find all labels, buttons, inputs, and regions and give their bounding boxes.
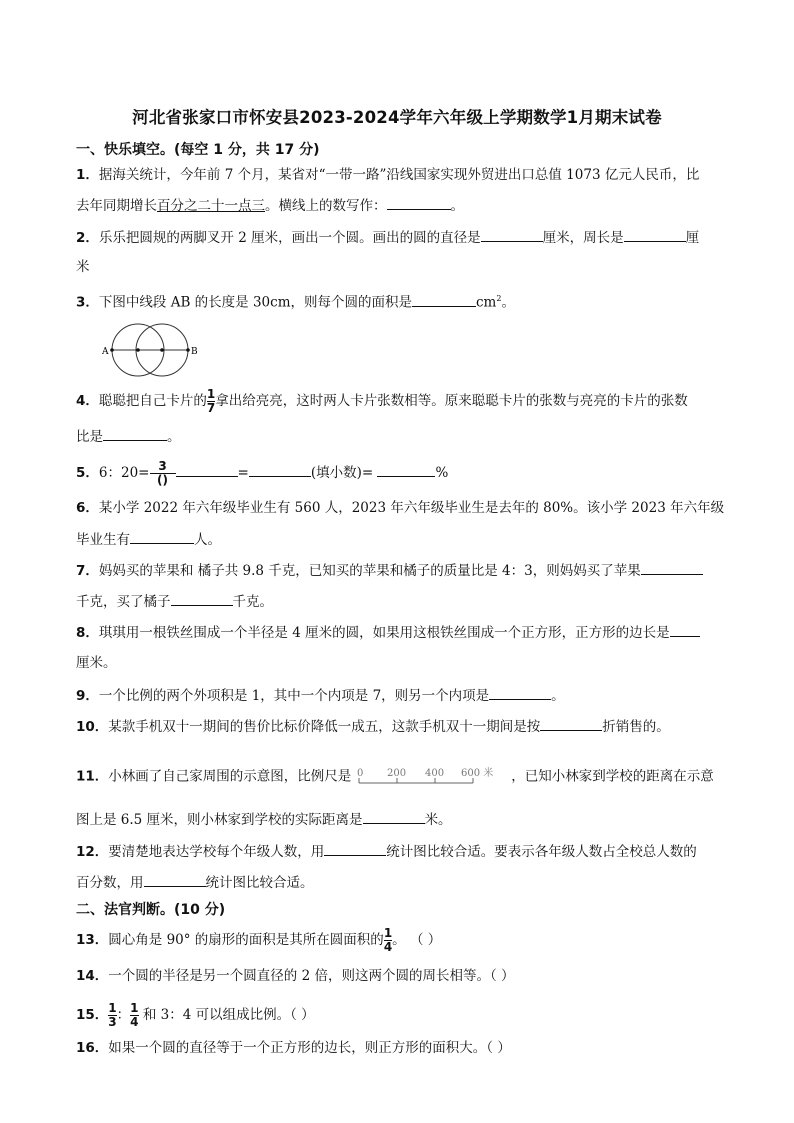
question-1-line-2 <box>76 195 464 216</box>
question-12-line-2 <box>76 872 314 893</box>
answer-blank[interactable] <box>249 462 311 477</box>
section-2-heading: 二、法官判断。(10 分) <box>76 902 226 918</box>
question-text: 统计图比较合适。 <box>205 875 314 891</box>
question-number: 3． <box>76 294 99 311</box>
question-text: 图上是 6.5 厘米，则小林家到学校的实际距离是 <box>76 812 363 828</box>
question-text: 据海关统计，今年前 7 个月，某省对“一带一路”沿线国家实现外贸进出口总值 1073 亿元人民币，比 <box>98 167 700 183</box>
answer-blank[interactable] <box>670 622 700 637</box>
question-number: 13． <box>76 932 109 948</box>
question-text: 去年同期增长 <box>76 198 157 214</box>
denominator: 3 <box>108 1015 117 1029</box>
two-circles-figure <box>100 322 210 378</box>
ratio-colon: ： <box>116 1007 131 1023</box>
question-11-line-1 <box>76 764 714 790</box>
question-15 <box>76 1002 315 1029</box>
question-16 <box>76 1038 511 1058</box>
question-1-line-1 <box>76 165 699 185</box>
question-text: = <box>237 465 249 481</box>
question-6-line-1 <box>76 498 724 518</box>
question-14 <box>76 966 515 986</box>
answer-blank[interactable] <box>540 716 602 731</box>
question-9 <box>76 685 565 706</box>
question-text: 比是 <box>76 429 103 445</box>
question-text: 折销售的。 <box>602 719 670 735</box>
question-text: 百分数，用 <box>76 875 144 891</box>
label-a: A <box>102 347 109 357</box>
question-number: 14． <box>76 968 109 984</box>
answer-blank[interactable] <box>103 426 167 441</box>
unit-text: cm <box>476 294 497 311</box>
question-text: 米。 <box>424 812 452 828</box>
question-number: 8． <box>76 625 99 641</box>
question-number: 1． <box>76 167 99 183</box>
question-text: 千克。 <box>232 594 273 610</box>
answer-blank[interactable] <box>481 227 543 242</box>
scale-label: 600 米 <box>461 768 494 779</box>
line-scale-figure <box>355 764 507 790</box>
question-number: 5． <box>76 465 99 481</box>
question-text: 一个圆的半径是另一个圆直径的 2 倍，则这两个圆的周长相等。（ ） <box>108 968 515 984</box>
answer-blank[interactable] <box>624 227 686 242</box>
question-11-line-2 <box>76 809 452 830</box>
question-8-line-2 <box>76 653 117 673</box>
question-text: 某款手机双十一期间的售价比标价降低一成五，这款手机双十一期间是按 <box>108 719 541 735</box>
answer-blank[interactable] <box>324 841 386 856</box>
question-text: 。横线上的数写作： <box>265 198 387 214</box>
fraction-three-over-blank <box>150 460 176 487</box>
answer-blank[interactable] <box>489 685 551 700</box>
question-10 <box>76 716 670 737</box>
question-text: 厘米，周长是 <box>542 230 624 246</box>
question-4-line-2 <box>76 426 181 447</box>
point-a <box>110 348 114 352</box>
question-text: 一个比例的两个外项积是 1，其中一个内项是 7，则另一个内项是 <box>98 688 490 704</box>
question-text: 统计图比较合适。要表示各年级人数占全校总人数的 <box>386 844 697 860</box>
numerator: 1 <box>206 387 216 401</box>
question-6-line-2 <box>76 529 221 550</box>
question-text: 琪琪用一根铁丝围成一个半径是 4 厘米的圆，如果用这根铁丝围成一个正方形，正方形的边长是 <box>98 625 670 641</box>
question-text: % <box>435 465 449 481</box>
numerator: 1 <box>108 1001 117 1015</box>
question-13 <box>76 927 441 954</box>
fraction-one-seventh <box>207 388 215 415</box>
question-number: 16． <box>76 1040 109 1056</box>
question-2-line-1 <box>76 227 699 248</box>
answer-blank[interactable] <box>176 462 238 477</box>
question-text: 。 <box>501 294 515 311</box>
question-text: 如果一个圆的直径等于一个正方形的边长，则正方形的面积大。（ ） <box>108 1040 511 1056</box>
question-text: 妈妈买的苹果和 橘子共 9.8 千克，已知买的苹果和橘子的质量比是 4：3，则妈妈买了苹果 <box>98 563 641 579</box>
section-1-heading: 一、快乐填空。(每空 1 分，共 17 分) <box>76 142 320 158</box>
question-text: 人。 <box>194 532 221 548</box>
question-number: 9． <box>76 688 99 704</box>
question-text: 。 （ ） <box>392 932 442 948</box>
point-b <box>186 348 190 352</box>
question-text: 。 <box>167 429 181 445</box>
answer-blank[interactable] <box>641 560 703 575</box>
question-text: 聪聪把自己卡片的 <box>98 393 207 409</box>
question-number: 15． <box>76 1007 109 1023</box>
question-text: 乐乐把圆规的两脚叉开 2 厘米，画出一个圆。画出的圆的直径是 <box>98 230 481 246</box>
fraction-one-quarter <box>384 927 392 954</box>
question-7-line-2 <box>76 591 273 612</box>
answer-blank[interactable] <box>130 529 194 544</box>
question-text: 圆心角是 90° 的扇形的面积是其所在圆面积的 <box>108 932 384 948</box>
answer-blank[interactable] <box>144 872 206 887</box>
question-text: 6：20= <box>98 465 150 481</box>
question-number: 2． <box>76 230 99 246</box>
question-text: 千克，买了橘子 <box>76 594 171 610</box>
question-number: 6． <box>76 500 99 516</box>
answer-blank[interactable] <box>387 195 451 210</box>
page-title: 河北省张家口市怀安县2023-2024学年六年级上学期数学1月期末试卷 <box>132 108 662 127</box>
numerator: 1 <box>383 926 393 940</box>
question-4-line-1 <box>76 388 688 415</box>
question-text: 厘米。 <box>76 655 117 671</box>
center-left <box>136 348 140 352</box>
question-text: ，已知小林家到学校的距离在示意 <box>511 768 714 785</box>
answer-blank[interactable] <box>363 809 425 824</box>
question-number: 12． <box>76 844 109 860</box>
question-text: 某小学 2022 年六年级毕业生有 560 人，2023 年六年级毕业生是去年的 80%。该小学 2023 年六年级 <box>98 500 725 516</box>
question-5 <box>76 460 448 487</box>
question-number: 11． <box>76 768 109 785</box>
denominator: () <box>150 473 176 487</box>
question-text: 。 <box>551 688 565 704</box>
scale-label: 200 <box>387 768 407 779</box>
question-text: (填小数)= <box>310 465 374 481</box>
underlined-number-words: 百分之二十一点三 <box>157 198 265 214</box>
answer-blank[interactable] <box>412 292 476 307</box>
question-text: 和 3：4 可以组成比例。（ ） <box>142 1007 315 1023</box>
question-2-line-2 <box>76 257 90 277</box>
fraction-one-quarter <box>130 1002 138 1029</box>
question-text: 拿出给亮亮，这时两人卡片张数相等。原来聪聪卡片的张数与亮亮的卡片的张数 <box>215 393 688 409</box>
denominator: 4 <box>383 940 393 954</box>
numerator: 3 <box>158 459 167 473</box>
question-text: 毕业生有 <box>76 532 130 548</box>
question-8-line-1 <box>76 622 700 643</box>
question-3-line-1 <box>76 289 515 313</box>
question-7-line-1 <box>76 560 703 581</box>
label-b: B <box>191 347 198 357</box>
answer-blank[interactable] <box>377 462 435 477</box>
denominator: 4 <box>130 1015 139 1029</box>
fraction-one-third <box>108 1002 116 1029</box>
question-text: 要清楚地表达学校每个年级人数，用 <box>108 844 325 860</box>
question-text: 下图中线段 AB 的长度是 30cm，则每个圆的面积是 <box>98 294 412 311</box>
answer-blank[interactable] <box>171 591 233 606</box>
scale-label: 400 <box>425 768 445 779</box>
question-text: 小林画了自己家周围的示意图，比例尺是 <box>108 768 352 785</box>
numerator: 1 <box>130 1001 139 1015</box>
unit-superscript: 2 <box>496 294 502 303</box>
scale-label: 0 <box>357 768 364 779</box>
question-number: 10． <box>76 719 109 735</box>
center-right <box>160 348 164 352</box>
question-12-line-1 <box>76 841 697 862</box>
question-text: 米 <box>76 259 90 275</box>
question-text: 厘 <box>685 230 700 246</box>
question-text: 。 <box>450 198 464 214</box>
denominator: 7 <box>206 401 216 415</box>
question-number: 4． <box>76 393 99 409</box>
question-number: 7． <box>76 563 99 579</box>
